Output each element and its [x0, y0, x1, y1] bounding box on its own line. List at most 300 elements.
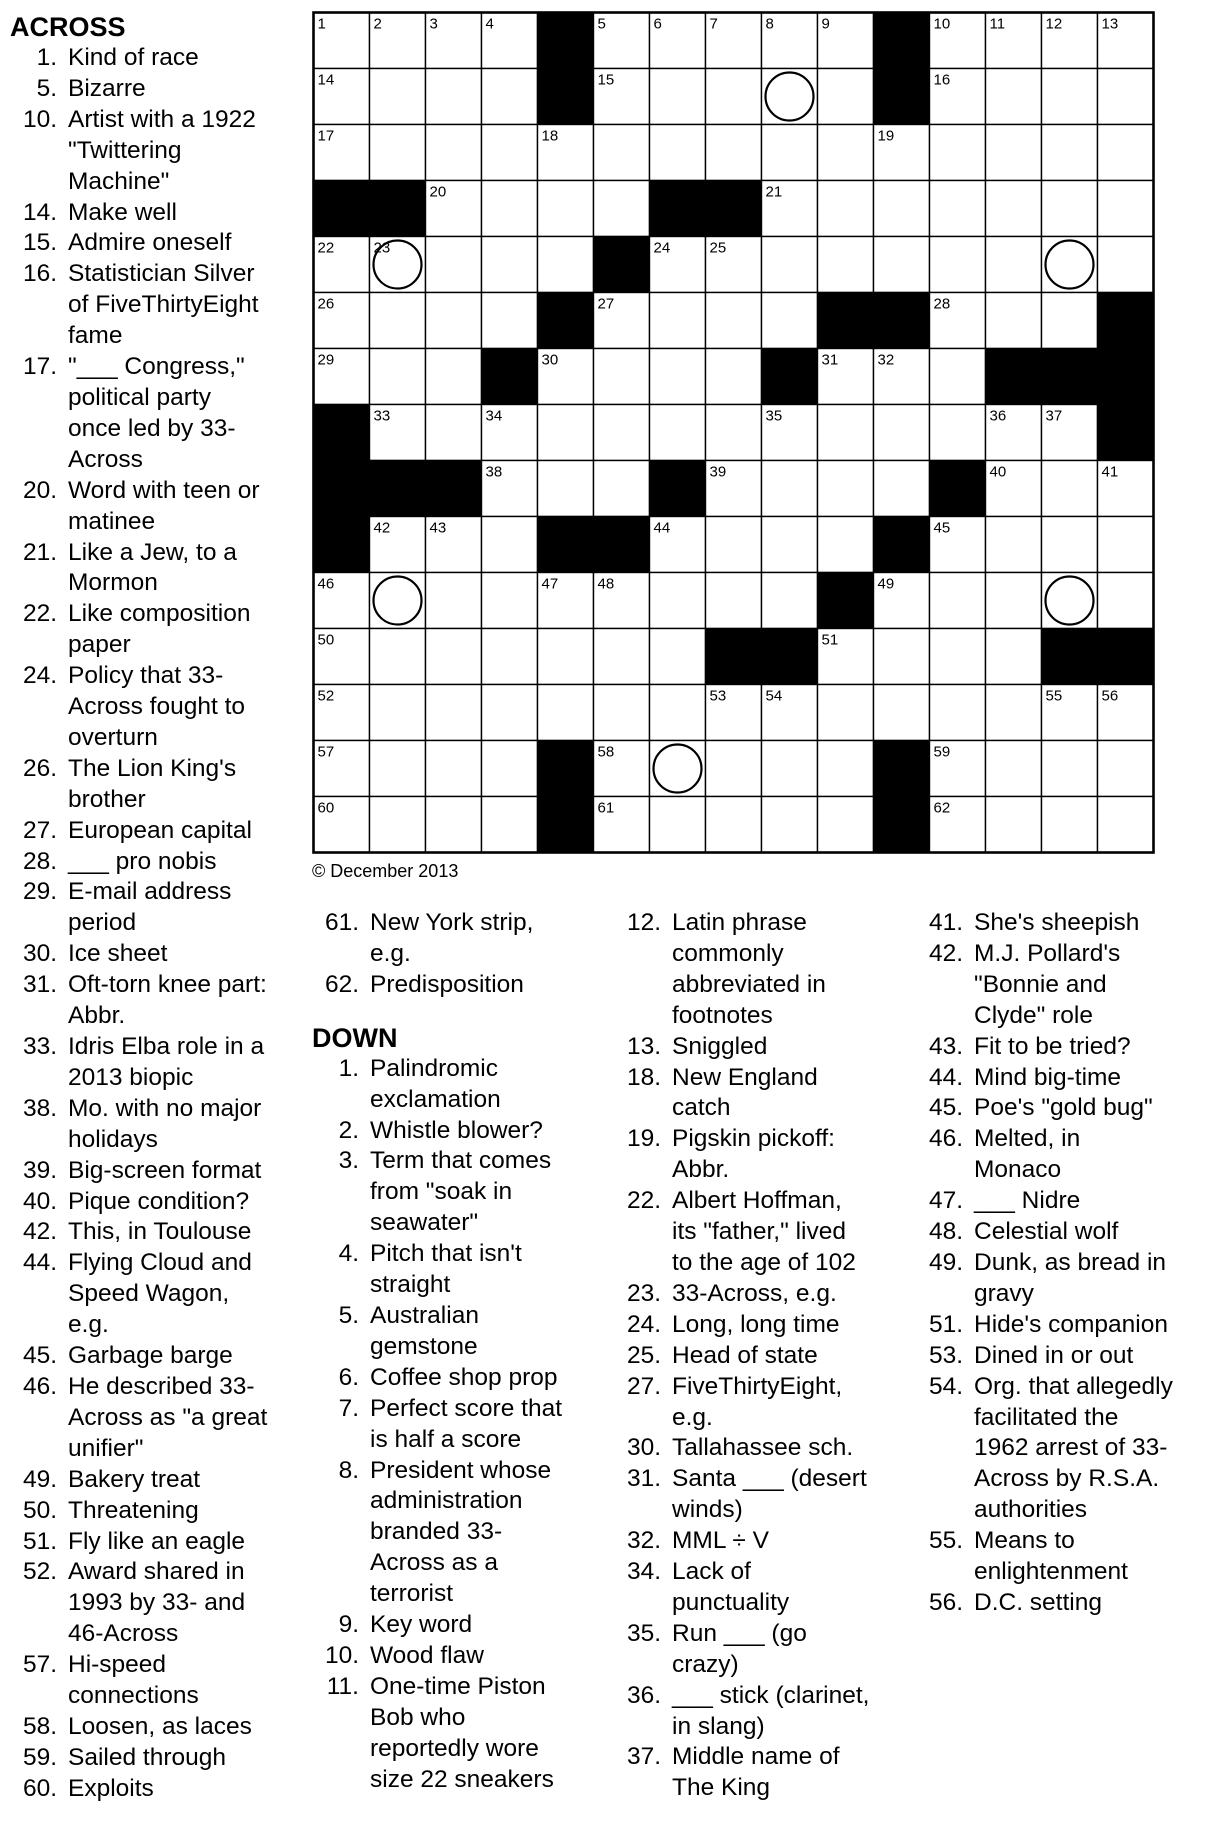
- cell-number: 14: [317, 71, 335, 89]
- grid-cell[interactable]: [538, 405, 594, 461]
- grid-cell[interactable]: [482, 685, 538, 741]
- grid-cell[interactable]: [370, 629, 426, 685]
- grid-cell[interactable]: [1042, 741, 1098, 797]
- grid-cell[interactable]: [986, 797, 1042, 853]
- clue-number: 8.: [338, 1456, 359, 1484]
- clue-text: Statistician Silver of FiveThirtyEight fame: [68, 260, 259, 350]
- grid-cell[interactable]: [930, 573, 986, 629]
- grid-cell[interactable]: [986, 517, 1042, 573]
- clue-item: [10, 1156, 268, 1187]
- grid-cell[interactable]: [874, 237, 930, 293]
- grid-cell[interactable]: [594, 685, 650, 741]
- grid-cell[interactable]: [986, 741, 1042, 797]
- grid-cell[interactable]: [650, 69, 706, 125]
- clue-number: 60.: [22, 1774, 57, 1802]
- clue-text: Artist with a 1922 "Twittering Machine": [68, 105, 256, 195]
- black-square: [874, 741, 930, 797]
- clue-text: Melted, in Monaco: [974, 1125, 1081, 1184]
- cell-number: 55: [1045, 687, 1063, 705]
- grid-cell[interactable]: [762, 797, 818, 853]
- black-square: [1098, 293, 1154, 349]
- grid-cell[interactable]: [482, 69, 538, 125]
- clue-text: Long, long time: [672, 1310, 840, 1338]
- cell-number: 62: [933, 799, 951, 817]
- clue-item: [614, 1032, 872, 1063]
- clue-item: [10, 43, 268, 74]
- black-square: [874, 13, 930, 69]
- grid-cell[interactable]: [986, 125, 1042, 181]
- clue-number: 12.: [626, 909, 661, 936]
- black-square: [762, 349, 818, 405]
- clue-item: [614, 1433, 872, 1464]
- grid-cell[interactable]: [1098, 181, 1154, 237]
- cell-number: 25: [709, 239, 727, 257]
- grid-cell[interactable]: [818, 125, 874, 181]
- clue-text: Pigskin pickoff: Abbr.: [672, 1125, 835, 1184]
- clue-item: [10, 1557, 268, 1650]
- clue-text: ___ Nidre: [974, 1187, 1081, 1215]
- grid-cell[interactable]: [706, 517, 762, 573]
- black-square: [1098, 349, 1154, 405]
- grid-cell[interactable]: [650, 797, 706, 853]
- clue-item: [614, 1341, 872, 1372]
- grid-cell[interactable]: [762, 517, 818, 573]
- clue-item: [10, 816, 268, 847]
- grid-cell[interactable]: [1098, 69, 1154, 125]
- grid-cell[interactable]: [930, 405, 986, 461]
- clue-text: ___ stick (clarinet, in slang): [672, 1681, 870, 1740]
- clue-number: 42.: [928, 939, 963, 967]
- clue-number: 25.: [626, 1341, 661, 1369]
- copyright-notice: © December 2013: [312, 861, 459, 881]
- clue-text: New England catch: [672, 1063, 818, 1122]
- clue-text: Poe's "gold bug": [974, 1094, 1153, 1122]
- grid-cell[interactable]: [874, 685, 930, 741]
- grid-cell[interactable]: [1042, 237, 1098, 293]
- cell-number: 58: [597, 743, 615, 761]
- clue-number: 13.: [626, 1032, 661, 1060]
- grid-cell[interactable]: [1098, 237, 1154, 293]
- grid-cell[interactable]: [370, 573, 426, 629]
- clue-text: MML ÷ V: [672, 1527, 769, 1555]
- grid-cell[interactable]: [650, 125, 706, 181]
- clue-text: Lack of punctuality: [672, 1558, 790, 1616]
- black-square: [370, 461, 426, 517]
- clue-number: 26.: [22, 754, 57, 782]
- grid-cell[interactable]: [594, 629, 650, 685]
- clue-number: 36.: [626, 1681, 661, 1709]
- grid-cell[interactable]: [650, 573, 706, 629]
- cell-number: 22: [317, 239, 335, 257]
- clue-text: Albert Hoffman, its "father," lived to the age of 102: [672, 1187, 856, 1276]
- grid-cell[interactable]: [482, 797, 538, 853]
- cell-number: 33: [373, 407, 391, 425]
- clue-item: [10, 1032, 268, 1094]
- cell-number: 46: [317, 575, 335, 593]
- grid-cell[interactable]: [706, 349, 762, 405]
- clue-item: [312, 1301, 570, 1363]
- clue-item: [614, 1310, 872, 1341]
- clue-number: 30.: [22, 940, 57, 968]
- grid-cell[interactable]: [874, 405, 930, 461]
- clue-number: 48.: [928, 1218, 963, 1246]
- clue-item: [10, 352, 268, 476]
- grid-cell[interactable]: [762, 237, 818, 293]
- clue-text: Oft-torn knee part: Abbr.: [68, 971, 267, 1030]
- clue-number: 55.: [928, 1527, 963, 1555]
- clue-text: New York strip, e.g.: [370, 909, 534, 967]
- grid-cell[interactable]: [370, 125, 426, 181]
- clue-item: [916, 1032, 1174, 1063]
- grid-cell[interactable]: [1098, 125, 1154, 181]
- grid-cell[interactable]: [482, 517, 538, 573]
- grid-cell[interactable]: [762, 125, 818, 181]
- clue-number: 53.: [928, 1341, 963, 1369]
- cell-number: 36: [989, 407, 1007, 425]
- grid-cell[interactable]: [986, 573, 1042, 629]
- grid-cell[interactable]: [426, 405, 482, 461]
- grid-cell[interactable]: [1042, 517, 1098, 573]
- clue-text: Hi-speed connections: [68, 1651, 199, 1710]
- clue-text: President whose administration branded 33-Across as a terrorist: [370, 1456, 552, 1608]
- clue-text: European capital: [68, 816, 252, 844]
- grid-cell[interactable]: [426, 293, 482, 349]
- clue-text: Coffee shop prop: [370, 1363, 558, 1391]
- grid-cell[interactable]: [594, 461, 650, 517]
- clue-item: [614, 1526, 872, 1557]
- clue-item: [614, 1557, 872, 1619]
- cell-number: 29: [317, 351, 335, 369]
- cell-number: 30: [541, 351, 559, 369]
- grid-cell[interactable]: [1042, 181, 1098, 237]
- clue-number: 50.: [22, 1496, 57, 1524]
- grid-cell[interactable]: [818, 685, 874, 741]
- grid-cell[interactable]: [874, 461, 930, 517]
- grid-cell[interactable]: [1042, 461, 1098, 517]
- cell-number: 53: [709, 687, 727, 705]
- clue-number: 27.: [22, 816, 57, 844]
- black-square: [314, 405, 370, 461]
- grid-cell[interactable]: [370, 349, 426, 405]
- cell-number: 47: [541, 575, 559, 593]
- grid-cell[interactable]: [538, 629, 594, 685]
- grid-cell[interactable]: [762, 741, 818, 797]
- clue-text: Tallahassee sch.: [672, 1434, 854, 1462]
- clue-number: 14.: [22, 198, 57, 226]
- cell-number: 20: [429, 183, 447, 201]
- clue-text: This, in Toulouse: [68, 1218, 252, 1246]
- clue-text: "___ Congress," political party once led by 33-Across: [68, 353, 245, 473]
- grid-cell[interactable]: [650, 685, 706, 741]
- clue-text: Fly like an eagle: [68, 1527, 246, 1555]
- clue-text: Big-screen format: [68, 1156, 262, 1184]
- cell-number: 39: [709, 463, 727, 481]
- black-square: [986, 349, 1042, 405]
- grid-cell[interactable]: [426, 629, 482, 685]
- clue-item: [916, 1093, 1174, 1124]
- down-heading: DOWN: [312, 1022, 398, 1053]
- clue-item: [10, 259, 268, 352]
- grid-cell[interactable]: [426, 797, 482, 853]
- grid-cell[interactable]: [426, 741, 482, 797]
- grid-cell[interactable]: [762, 461, 818, 517]
- clue-item: [312, 908, 570, 970]
- cell-number: 9: [821, 15, 830, 33]
- black-square: [706, 181, 762, 237]
- grid-cell[interactable]: [986, 237, 1042, 293]
- grid-cell[interactable]: [482, 181, 538, 237]
- grid-cell[interactable]: [538, 237, 594, 293]
- clue-text: Latin phrase commonly abbreviated in footnotes: [672, 909, 826, 1029]
- grid-cell[interactable]: [818, 797, 874, 853]
- grid-cell[interactable]: [930, 685, 986, 741]
- clue-item: [916, 1217, 1174, 1248]
- grid-cell[interactable]: [594, 125, 650, 181]
- grid-cell[interactable]: [650, 629, 706, 685]
- clue-text: Admire oneself: [68, 229, 232, 257]
- cell-number: 56: [1101, 687, 1119, 705]
- clue-item: [312, 1672, 570, 1796]
- clue-text: Middle name of The King: [672, 1743, 840, 1802]
- cell-number: 38: [485, 463, 503, 481]
- grid-cell[interactable]: [930, 349, 986, 405]
- black-square: [874, 517, 930, 573]
- clue-number: 44.: [928, 1063, 963, 1091]
- grid-cell[interactable]: [1098, 741, 1154, 797]
- grid-cell[interactable]: [426, 573, 482, 629]
- grid-cell[interactable]: [706, 69, 762, 125]
- clue-number: 42.: [22, 1218, 57, 1246]
- clue-number: 17.: [22, 353, 57, 381]
- cell-number: 34: [485, 407, 503, 425]
- cell-number: 32: [877, 351, 895, 369]
- grid-cell[interactable]: [594, 349, 650, 405]
- grid-cell[interactable]: [930, 125, 986, 181]
- clues-column-4: [916, 908, 1174, 1619]
- grid-cell[interactable]: [762, 69, 818, 125]
- grid-cell[interactable]: [650, 405, 706, 461]
- clue-number: 44.: [22, 1249, 57, 1277]
- grid-cell[interactable]: [538, 181, 594, 237]
- clue-item: [10, 1774, 268, 1805]
- clue-number: 49.: [928, 1248, 963, 1276]
- clue-number: 18.: [626, 1063, 661, 1091]
- black-square: [538, 293, 594, 349]
- grid-cell[interactable]: [986, 629, 1042, 685]
- clue-number: 6.: [338, 1363, 359, 1391]
- grid-cell[interactable]: [426, 685, 482, 741]
- grid-cell[interactable]: [650, 293, 706, 349]
- grid-cell[interactable]: [930, 237, 986, 293]
- grid-cell[interactable]: [930, 181, 986, 237]
- black-square: [818, 293, 874, 349]
- grid-cell[interactable]: [818, 517, 874, 573]
- black-square: [314, 181, 370, 237]
- grid-cell[interactable]: [370, 293, 426, 349]
- clue-text: One-time Piston Bob who reportedly wore size 22 sneakers: [370, 1672, 554, 1793]
- clue-number: 16.: [22, 260, 57, 288]
- black-square: [594, 517, 650, 573]
- clue-text: Flying Cloud and Speed Wagon, e.g.: [68, 1249, 252, 1339]
- grid-cell[interactable]: [426, 349, 482, 405]
- clue-number: 31.: [626, 1465, 661, 1493]
- clues-column-3: [614, 908, 872, 1804]
- clue-item: [614, 1372, 872, 1434]
- cell-number: 17: [317, 127, 335, 145]
- clue-text: Dined in or out: [974, 1341, 1134, 1369]
- grid-cell[interactable]: [874, 629, 930, 685]
- clue-number: 39.: [22, 1156, 57, 1184]
- black-square: [482, 349, 538, 405]
- cell-number: 11: [989, 15, 1006, 33]
- grid-cell[interactable]: [370, 741, 426, 797]
- grid-cell[interactable]: [594, 181, 650, 237]
- clue-item: [312, 1363, 570, 1394]
- grid-cell[interactable]: [482, 125, 538, 181]
- grid-cell[interactable]: [482, 237, 538, 293]
- clue-item: [916, 1526, 1174, 1588]
- clue-number: 62.: [324, 970, 359, 998]
- grid-cell[interactable]: [482, 293, 538, 349]
- clue-number: 51.: [928, 1310, 963, 1338]
- grid-cell[interactable]: [818, 405, 874, 461]
- clue-text: Mind big-time: [974, 1063, 1122, 1091]
- clue-text: Term that comes from "soak in seawater": [370, 1147, 552, 1237]
- clue-number: 11.: [326, 1672, 359, 1700]
- grid-cell[interactable]: [930, 629, 986, 685]
- grid-cell[interactable]: [706, 573, 762, 629]
- grid-cell[interactable]: [1042, 573, 1098, 629]
- cell-number: 1: [317, 15, 326, 33]
- grid-cell[interactable]: [370, 685, 426, 741]
- clue-number: 35.: [626, 1619, 661, 1647]
- clue-number: 24.: [626, 1310, 661, 1338]
- grid-cell[interactable]: [538, 685, 594, 741]
- clue-item: [10, 754, 268, 816]
- grid-cell[interactable]: [482, 741, 538, 797]
- grid-cell[interactable]: [1098, 797, 1154, 853]
- grid-cell[interactable]: [650, 741, 706, 797]
- black-square: [874, 293, 930, 349]
- clue-item: [916, 1372, 1174, 1527]
- clue-number: 19.: [626, 1125, 661, 1153]
- grid-cell[interactable]: [986, 181, 1042, 237]
- clue-number: 21.: [22, 538, 57, 566]
- grid-cell[interactable]: [818, 741, 874, 797]
- grid-cell[interactable]: [706, 293, 762, 349]
- cell-number: 23: [373, 239, 391, 257]
- clue-text: Policy that 33-Across fought to overturn: [68, 662, 246, 751]
- clue-text: Means to enlightenment: [974, 1527, 1128, 1586]
- cell-number: 5: [597, 15, 606, 33]
- black-square: [650, 181, 706, 237]
- black-square: [538, 517, 594, 573]
- grid-cell[interactable]: [1042, 69, 1098, 125]
- grid-cell[interactable]: [1042, 293, 1098, 349]
- clue-item: [916, 1124, 1174, 1186]
- grid-cell[interactable]: [1042, 797, 1098, 853]
- clue-number: 52.: [22, 1558, 57, 1586]
- grid-cell[interactable]: [706, 797, 762, 853]
- clue-item: [10, 1650, 268, 1712]
- cell-number: 45: [933, 519, 951, 537]
- clue-text: Threatening: [68, 1496, 199, 1524]
- clue-item: [10, 1496, 268, 1527]
- clue-item: [10, 538, 268, 600]
- clue-item: [312, 1146, 570, 1239]
- grid-cell[interactable]: [594, 405, 650, 461]
- clue-item: [10, 661, 268, 754]
- grid-cell[interactable]: [986, 685, 1042, 741]
- clue-text: Loosen, as laces: [68, 1712, 252, 1740]
- grid-cell[interactable]: [706, 405, 762, 461]
- grid-cell[interactable]: [1098, 517, 1154, 573]
- grid-cell[interactable]: [370, 69, 426, 125]
- grid-cell[interactable]: [650, 349, 706, 405]
- cell-number: 13: [1101, 15, 1119, 33]
- grid-cell[interactable]: [1042, 125, 1098, 181]
- clue-number: 43.: [928, 1032, 963, 1060]
- clue-item: [916, 1310, 1174, 1341]
- cell-number: 28: [933, 295, 951, 313]
- grid-cell[interactable]: [482, 573, 538, 629]
- clue-item: [614, 1681, 872, 1743]
- cell-number: 50: [317, 631, 335, 649]
- black-square: [706, 629, 762, 685]
- black-square: [874, 69, 930, 125]
- black-square: [538, 69, 594, 125]
- clue-item: [614, 1279, 872, 1310]
- grid-cell[interactable]: [818, 237, 874, 293]
- grid-cell[interactable]: [762, 293, 818, 349]
- grid-cell[interactable]: [818, 461, 874, 517]
- grid-cell[interactable]: [1098, 573, 1154, 629]
- clue-text: Like a Jew, to a Mormon: [68, 538, 237, 597]
- grid-cell[interactable]: [426, 237, 482, 293]
- grid-cell[interactable]: [986, 69, 1042, 125]
- grid-cell[interactable]: [874, 181, 930, 237]
- grid-cell[interactable]: [986, 293, 1042, 349]
- grid-cell[interactable]: [818, 69, 874, 125]
- black-square: [874, 797, 930, 853]
- clue-item: [10, 877, 268, 939]
- grid-cell[interactable]: [818, 181, 874, 237]
- grid-cell[interactable]: [370, 797, 426, 853]
- cell-number: 10: [933, 15, 951, 33]
- black-square: [818, 573, 874, 629]
- grid-cell[interactable]: [706, 125, 762, 181]
- clue-item: [10, 1712, 268, 1743]
- clue-item: [10, 939, 268, 970]
- clue-text: Run ___ (go crazy): [672, 1619, 807, 1678]
- clue-item: [10, 1743, 268, 1774]
- cell-number: 12: [1045, 15, 1063, 33]
- grid-cell[interactable]: [762, 573, 818, 629]
- grid-cell[interactable]: [538, 461, 594, 517]
- clue-text: ___ pro nobis: [68, 847, 217, 875]
- clue-item: [916, 1063, 1174, 1094]
- clue-text: Exploits: [68, 1774, 154, 1802]
- grid-cell[interactable]: [426, 125, 482, 181]
- clue-number: 45.: [928, 1094, 963, 1122]
- across-column: [10, 12, 268, 1805]
- grid-cell[interactable]: [482, 629, 538, 685]
- cell-number: 18: [541, 127, 559, 145]
- grid-cell[interactable]: [426, 69, 482, 125]
- clue-item: [10, 105, 268, 198]
- grid-cell[interactable]: [706, 741, 762, 797]
- clue-text: Palindromic exclamation: [370, 1054, 501, 1113]
